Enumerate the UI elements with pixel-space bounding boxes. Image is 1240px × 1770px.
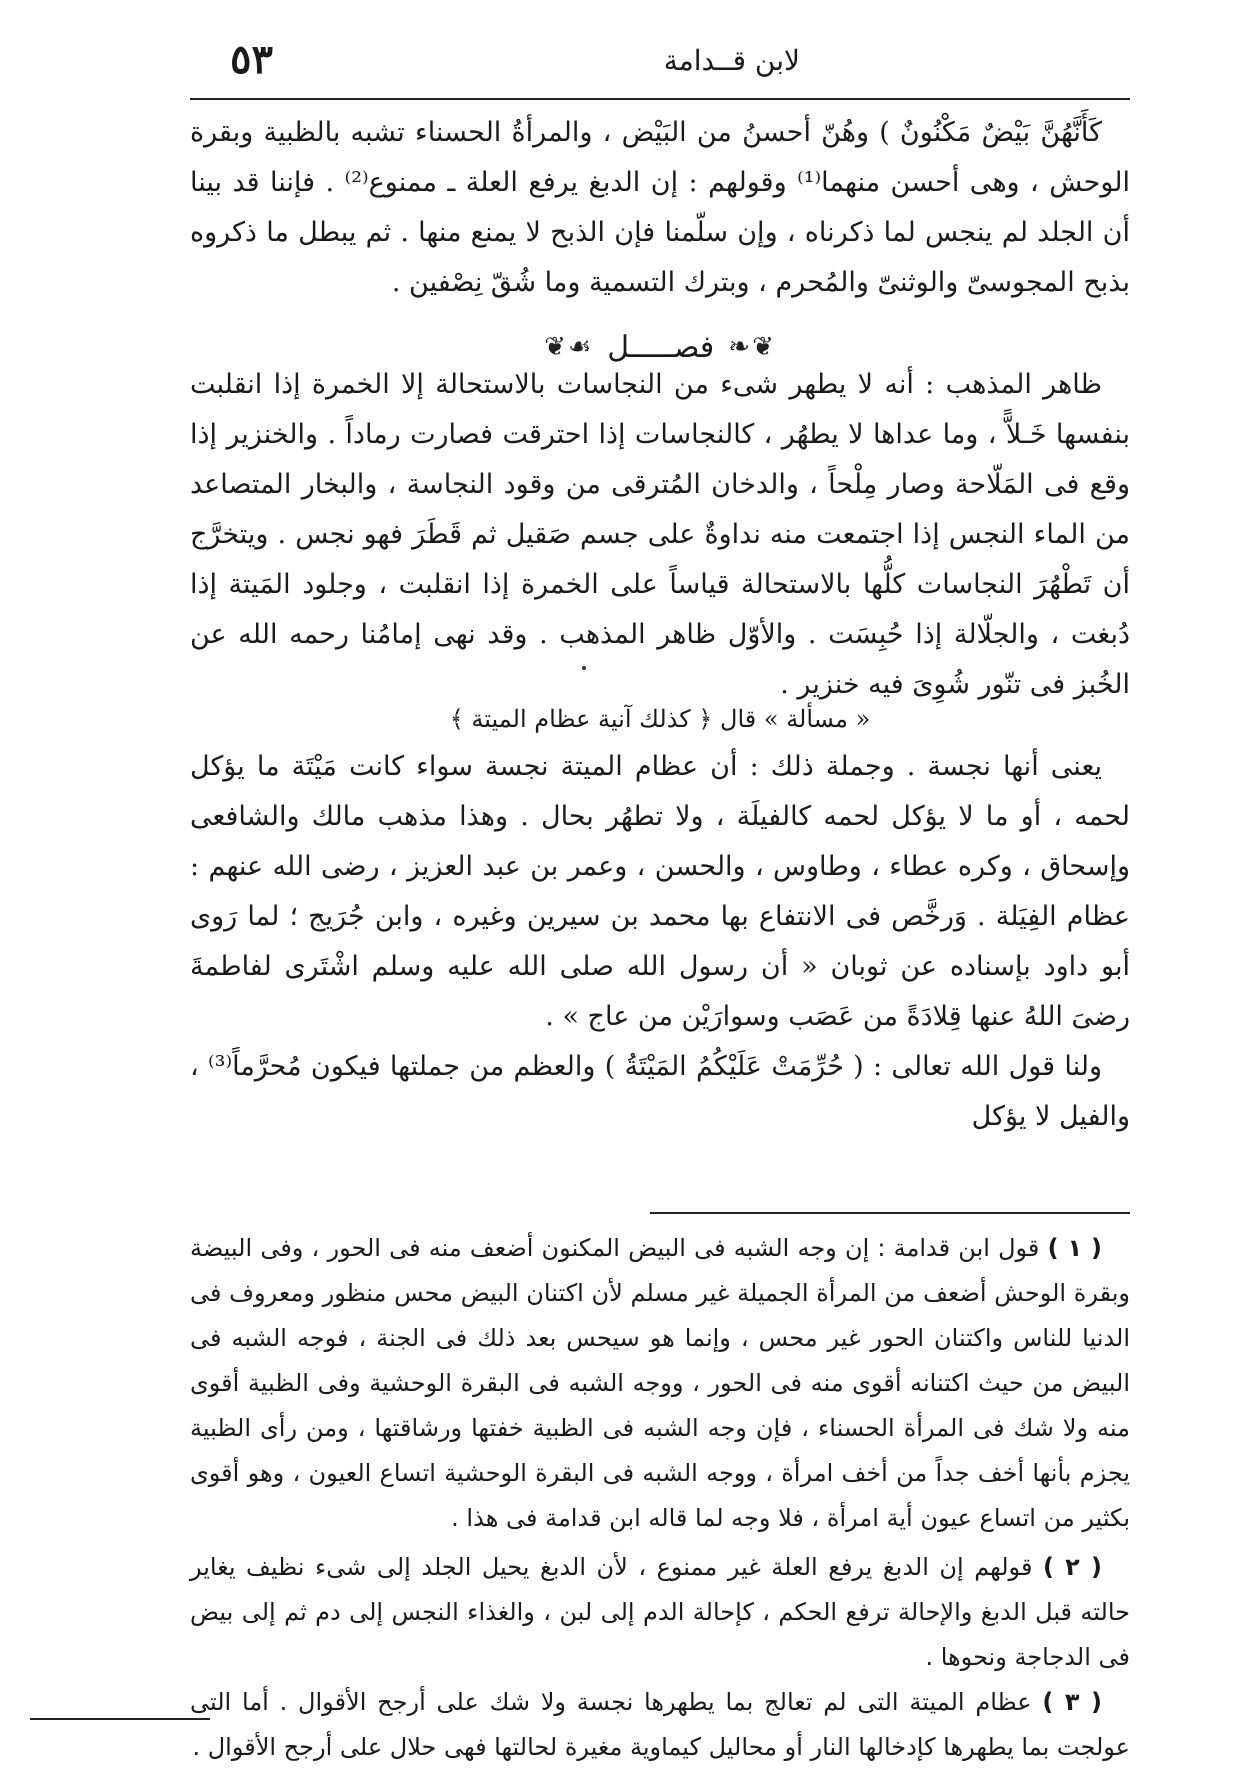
- paragraph: كَأَنَّهُنَّ بَيْضٌ مَكْنُونٌ ) وهُنّ أحسنُ من البَيْض ، والمرأةُ الحسناء تشبه بالظبية وبقرة الوحش ، وهى أحسن منهما⁽¹⁾ وقولهم : إن الدبغ يرفع العلة ـ ممنوع⁽²⁾ . فإننا قد بينا أن الجلد لم ينجس لما ذكرناه ، وإن سلّمنا فإن الذبح لا يمنع منها . ثم يبطل ما ذكروه بذبح المجوسىّ والوثنىّ والمُحرم ، وبترك التسمية وما شُقّ نِصْفين .: [190, 117, 1131, 298]
- ornament-icon: ❦❧: [728, 332, 776, 362]
- header-rule: [190, 98, 1130, 100]
- ink-dot: [582, 666, 586, 670]
- bottom-text-block: [190, 742, 1130, 1142]
- paragraph: ظاهر المذهب : أنه لا يطهر شىء من النجاسات بالاستحالة إلا الخمرة إذا انقلبت بنفسها خَـلاًّ ، وما عداها لا يطهُر ، كالنجاسات إذا احترقت فصارت رماداً . والخنزير إذا وقع فى المَلّاحة وصار مِلْحاً ، والدخان المُترقى من وقود النجاسة ، والبخار المتصاعد من الماء النجس إذا اجتمعت منه نداوةٌ على جسم صَقيل ثم قَطَرَ فهو نجس . ويتخرَّج أن تَطْهُرَ النجاسات كلُّها بالاستحالة قياساً على الخمرة إذا انقلبت ، وجلود المَيتة إذا دُبغت ، والجلّالة إذا حُبِسَت . والأوّل ظاهر المذهب . وقد نهى إمامُنا رحمه الله عن الخُبز فى تنّور شُوِىَ فيه خنزير .: [190, 369, 1130, 700]
- paragraph: ولنا قول الله تعالى : ( حُرِّمَتْ عَلَيْكُمُ المَيْتَةُ ) والعظم من جملتها فيكون مُحرَّماً⁽³⁾ ، والفيل لا يؤكل: [190, 1051, 1130, 1132]
- page-number: ٥٣: [230, 36, 273, 83]
- footnote-rule: [650, 1212, 1130, 1214]
- footnotes: [190, 1226, 1130, 1770]
- section-heading: فصـــــل: [607, 329, 715, 365]
- footnote-text: قول ابن قدامة : إن وجه الشبه فى البيض المكنون أضعف منه فى الحور ، وفى البيضة وبقرة الوحش أضعف من المرأة الجميلة غير مسلم لأن اكتنان البيض محس منظور ومعروف فى الدنيا للناس واكتنان الحور غير محس ، وإنما هو سيحس بعد ذلك فى الجنة ، فوجه الشبه فى البيض من حيث اكتنانه أقوى منه فى الحور ، ووجه الشبه فى البقرة الوحشية وفى الظبية أقوى منه ولا شك فى المرأة الحسناء ، فإن وجه الشبه فى الظبية خفتها ورشاقتها ، ومن رأى الظبية يجزم بأنها أخف جداً من أخف امرأة ، ووجه الشبه فى البقرة الوحشية اتساع العيون ، وهو أقوى بكثير من اتساع عيون أية امرأة ، فلا وجه لما قاله ابن قدامة فى هذا .: [190, 1234, 1130, 1532]
- top-text-block: [190, 108, 1130, 308]
- footnote-label: ( ٣ ): [1042, 1688, 1103, 1716]
- bottom-rule: [30, 1718, 210, 1720]
- footnote-label: ( ٢ ): [1042, 1553, 1102, 1581]
- footnote-text: قولهم إن الدبغ يرفع العلة غير ممنوع ، لأن الدبغ يحيل الجلد إلى شىء نظيف يغاير حالته قبل الدبغ والإحالة ترفع الحكم ، كإحالة الدم إلى لبن ، والغذاء النجس إلى دم ثم إلى بيض فى الدجاجة ونحوها .: [190, 1553, 1130, 1671]
- running-title: لابن قــدامة: [663, 44, 800, 77]
- footnote: [190, 1226, 1130, 1541]
- page-header: [190, 30, 1130, 90]
- masala-heading: « مسألة » قال ﴿ كذلك آنية عظام الميتة ﴾: [449, 705, 871, 733]
- footnote-label: ( ١ ): [1047, 1234, 1102, 1262]
- footnote: [190, 1680, 1130, 1770]
- ornament-icon: ☙❦: [544, 332, 594, 362]
- middle-text-block: [190, 360, 1130, 710]
- footnote: [190, 1545, 1130, 1680]
- footnote-text: عظام الميتة التى لم تعالج بما يطهرها نجسة ولا شك على أرجح الأقوال . أما التى عولجت بما يطهرها كإدخالها النار أو محاليل كيماوية مغيرة لحالتها فهى حلال على أرجح الأقوال .: [190, 1688, 1130, 1761]
- paragraph: يعنى أنها نجسة . وجملة ذلك : أن عظام الميتة نجسة سواء كانت مَيْتَة ما يؤكل لحمه ، أو ما لا يؤكل لحمه كالفيلَة ، ولا تطهُر بحال . وهذا مذهب مالك والشافعى وإسحاق ، وكره عطاء ، وطاوس ، والحسن ، وعمر بن عبد العزيز ، رضى الله عنهم : عظام الفِيَلة . وَرخَّص فى الانتفاع بها محمد بن سيرين وغيره ، وابن جُرَيج ؛ لما رَوى أبو داود بإسناده عن ثوبان « أن رسول الله صلى الله عليه وسلم اشْتَرى لفاطمةَ رضىَ اللهُ عنها قِلادَةً من عَصَب وسوارَيْن من عاج » .: [190, 751, 1130, 1032]
